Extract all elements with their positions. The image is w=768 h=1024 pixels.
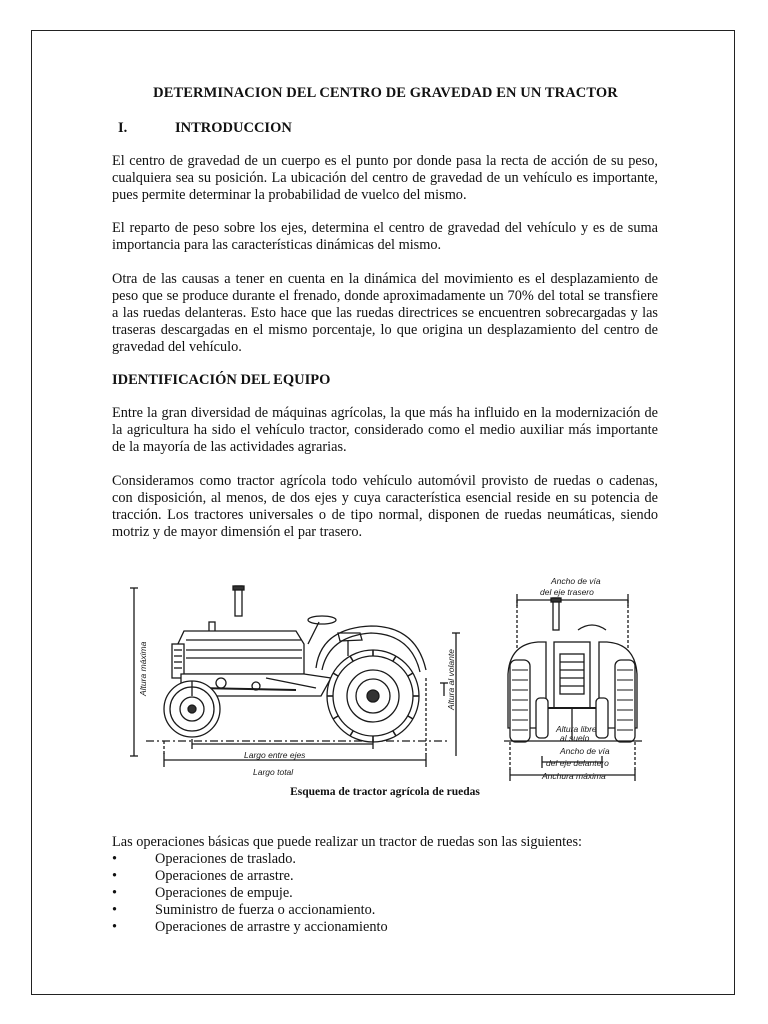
section-title: INTRODUCCION [175, 120, 292, 136]
tractor-diagram [126, 578, 646, 783]
label-altura-libre-2: al suelo [560, 733, 590, 743]
paragraph: Otra de las causas a tener en cuenta en la dinámica del movimiento es el desplazamiento de peso que se produce durante el frenado, donde aproximadamente un 70% del total se transfiere a las ruedas delanteras. Esto hace que las ruedas directrices se encuentren sobrecargadas y las traseras descargadas en el mismo porcentaje, lo que origina un desplazamiento del centro de gravedad del vehículo. [112, 271, 658, 355]
label-ancho-via-trasero-1: Ancho de vía [551, 578, 601, 586]
list-item-text: Suministro de fuerza o accionamiento. [155, 902, 376, 918]
label-anchura-maxima: Anchura máxima [542, 771, 606, 781]
section-heading-introduccion [118, 120, 292, 137]
paragraph: El centro de gravedad de un cuerpo es el punto por donde pasa la recta de acción de su peso, cualquiera sea su posición. La ubicación del centro de gravedad de un vehículo es importante, pues permite determinar la probabilidad de vuelco del mismo. [112, 153, 658, 203]
label-altura-volante: Altura al volante [446, 649, 456, 710]
list-item [112, 885, 658, 902]
section-heading-identificacion: IDENTIFICACIÓN DEL EQUIPO [112, 372, 331, 388]
list-item-text: Operaciones de traslado. [155, 851, 296, 867]
operations-list [112, 834, 658, 936]
list-item [112, 902, 658, 919]
paragraph: Entre la gran diversidad de máquinas agrícolas, la que más ha influido en la modernización de la agricultura ha sido el vehículo tractor, considerado como el medio auxiliar más importante de la mayoría de las actividades agrarias. [112, 405, 658, 455]
label-ancho-via-trasero-2: del eje trasero [540, 587, 594, 597]
list-item-text: Operaciones de arrastre y accionamiento [155, 919, 388, 935]
label-largo-entre-ejes: Largo entre ejes [244, 750, 306, 760]
bullet-icon: • [112, 919, 118, 935]
figure-caption: Esquema de tractor agrícola de ruedas [290, 786, 480, 798]
label-altura-libre-1: Altura libre [556, 724, 597, 734]
list-item-text: Operaciones de empuje. [155, 885, 293, 901]
bullet-icon: • [112, 885, 118, 901]
tractor-side-view [130, 586, 460, 767]
label-largo-total: Largo total [253, 767, 294, 777]
paragraph: El reparto de peso sobre los ejes, determina el centro de gravedad del vehículo y es de suma importancia para las características dinámicas del mismo. [112, 220, 658, 253]
label-ancho-via-delantero-2: del eje delantero [546, 758, 609, 768]
document-title: DETERMINACION DEL CENTRO DE GRAVEDAD EN UN TRACTOR [153, 85, 618, 101]
bullet-icon: • [112, 851, 118, 867]
label-ancho-via-delantero-1: Ancho de vía [560, 746, 610, 756]
list-item [112, 919, 658, 936]
paragraph: Consideramos como tractor agrícola todo vehículo automóvil provisto de ruedas o cadenas, con disposición, al menos, de dos ejes y cuya característica esencial reside en su potencia de tracción. Los tractores universales o de tipo normal, disponen de ruedas neumáticas, siendo motriz y de mayor dimensión el par trasero. [112, 473, 658, 540]
label-altura-maxima: Altura máxima [138, 641, 148, 696]
list-intro: Las operaciones básicas que puede realizar un tractor de ruedas son las siguientes: [112, 834, 583, 850]
bullet-icon: • [112, 902, 118, 918]
list-item-text: Operaciones de arrastre. [155, 868, 294, 884]
bullet-icon: • [112, 868, 118, 884]
list-item [112, 868, 658, 885]
section-number: I. [118, 120, 128, 136]
list-item [112, 851, 658, 868]
